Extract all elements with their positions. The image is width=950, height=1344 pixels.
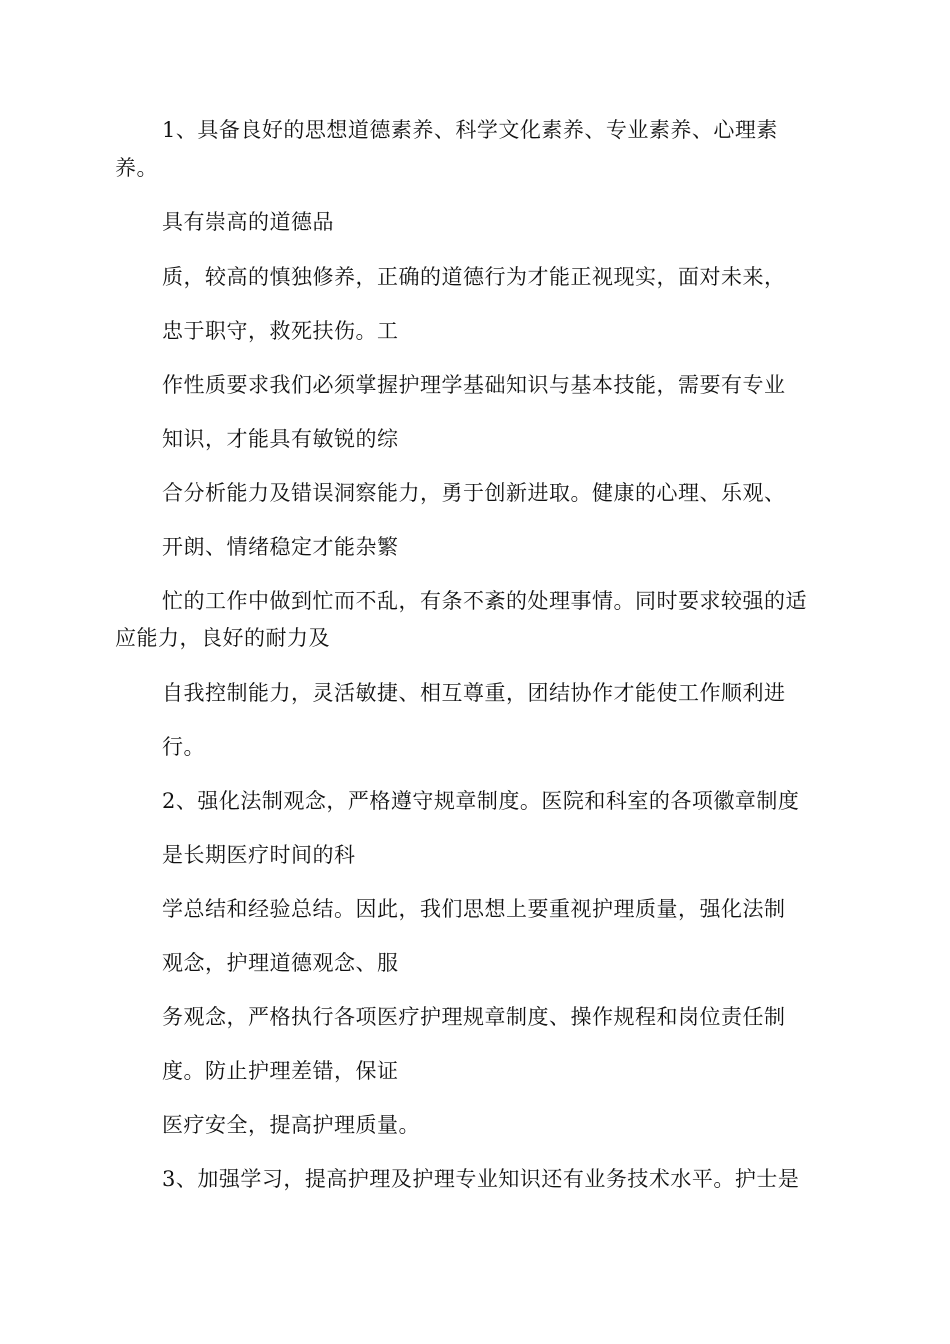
paragraph-1-line-2: 养。 xyxy=(115,156,158,180)
paragraph-8-line-1: 开朗、情绪稳定才能杂繁 xyxy=(162,535,399,559)
paragraph-4-line-1: 忠于职守，救死扶伤。工 xyxy=(162,319,399,343)
paragraph-10-line-1: 自我控制能力，灵活敏捷、相互尊重，团结协作才能使工作顺利进 xyxy=(162,681,786,705)
paragraph-18-line-1: 医疗安全，提高护理质量。 xyxy=(162,1113,420,1137)
paragraph-13-line-1: 是长期医疗时间的科 xyxy=(162,843,356,867)
paragraph-12-line-1: 2、强化法制观念，严格遵守规章制度。医院和科室的各项徽章制度 xyxy=(162,789,800,813)
paragraph-3-line-1: 质，较高的慎独修养，正确的道德行为才能正视现实，面对未来， xyxy=(162,265,786,289)
paragraph-19-line-1: 3、加强学习，提高护理及护理专业知识还有业务技术水平。护士是 xyxy=(162,1167,800,1191)
paragraph-9-line-1: 忙的工作中做到忙而不乱，有条不紊的处理事情。同时要求较强的适 xyxy=(162,589,807,613)
paragraph-11-line-1: 行。 xyxy=(162,735,205,759)
paragraph-7-line-1: 合分析能力及错误洞察能力，勇于创新进取。健康的心理、乐观、 xyxy=(162,481,786,505)
paragraph-9-line-2: 应能力，良好的耐力及 xyxy=(115,626,330,650)
paragraph-14-line-1: 学总结和经验总结。因此，我们思想上要重视护理质量，强化法制 xyxy=(162,897,786,921)
paragraph-6-line-1: 知识，才能具有敏锐的综 xyxy=(162,427,399,451)
paragraph-17-line-1: 度。防止护理差错，保证 xyxy=(162,1059,399,1083)
paragraph-15-line-1: 观念，护理道德观念、服 xyxy=(162,951,399,975)
paragraph-1-line-1: 1、具备良好的思想道德素养、科学文化素养、专业素养、心理素 xyxy=(162,118,778,142)
paragraph-2-line-1: 具有崇高的道德品 xyxy=(162,210,334,234)
paragraph-16-line-1: 务观念，严格执行各项医疗护理规章制度、操作规程和岗位责任制 xyxy=(162,1005,786,1029)
paragraph-5-line-1: 作性质要求我们必须掌握护理学基础知识与基本技能，需要有专业 xyxy=(162,373,786,397)
